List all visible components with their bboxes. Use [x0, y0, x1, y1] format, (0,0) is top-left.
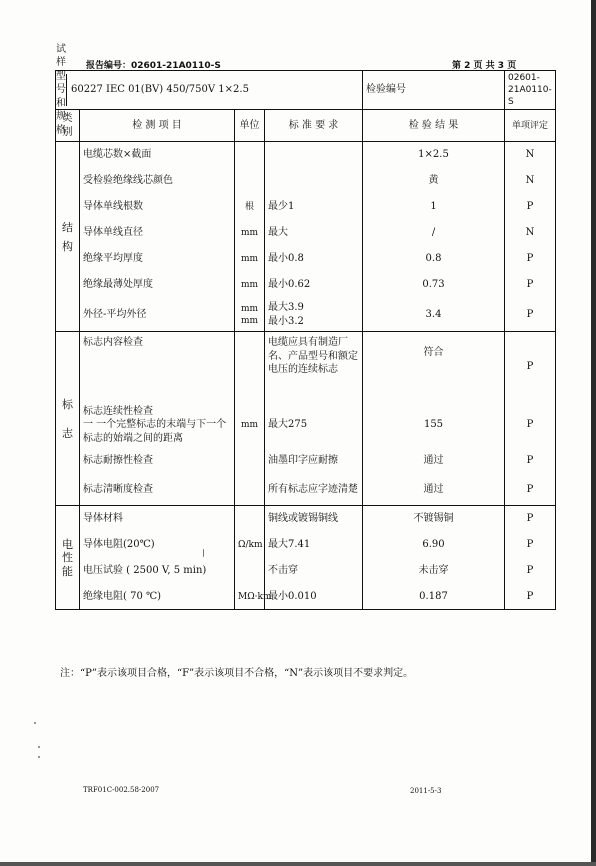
- judge-cell: N: [505, 142, 556, 168]
- item-cell: 绝缘平均厚度: [80, 246, 235, 272]
- footnote: 注：“P”表示该项目合格，“F”表示该项目不合格，“N”表示该项目不要求判定。: [60, 668, 414, 679]
- standard-cell: [265, 168, 363, 194]
- table-row: [56, 474, 556, 506]
- table-row: [56, 532, 556, 558]
- result-cell: 1: [363, 194, 505, 220]
- item-cell: 标志清晰度检查: [80, 474, 235, 506]
- sample-model-value: 60227 IEC 01(BV) 450/750V 1×2.5: [71, 84, 249, 96]
- judge-cell: P: [505, 532, 556, 558]
- unit-cell: [235, 168, 265, 194]
- judge-cell: P: [505, 298, 556, 332]
- judge-cell: P: [505, 332, 556, 402]
- judge-cell: P: [505, 246, 556, 272]
- table-row: [56, 272, 556, 298]
- judge-cell: P: [505, 506, 556, 532]
- item-cell: 导体单线根数: [80, 194, 235, 220]
- result-cell: 1×2.5: [363, 142, 505, 168]
- standard-cell: 所有标志应字迹清楚: [265, 474, 363, 506]
- standard-cell: 油墨印字应耐擦: [265, 448, 363, 474]
- standard-cell: 最大275: [265, 402, 363, 448]
- unit-cell: [235, 142, 265, 168]
- col-item: 检 测 项 目: [80, 110, 235, 142]
- item-cell: 受检验绝缘线芯颜色: [80, 168, 235, 194]
- unit-cell: [235, 448, 265, 474]
- unit-cell: [235, 332, 265, 402]
- table-row: [56, 448, 556, 474]
- col-standard: 标 准 要 求: [265, 110, 363, 142]
- report-number: 报告编号：02601-21A0110-S: [86, 61, 221, 71]
- issue-date: 2011-5-3: [410, 787, 442, 795]
- result-cell: 通过: [363, 474, 505, 506]
- col-judge: 单项评定: [505, 110, 556, 142]
- table-row: [56, 558, 556, 584]
- scan-speck: [203, 549, 204, 557]
- table-row: [56, 168, 556, 194]
- result-cell: 符合: [363, 332, 505, 402]
- table-row: [56, 332, 556, 402]
- judge-cell: P: [505, 474, 556, 506]
- unit-cell: [235, 506, 265, 532]
- judge-cell: P: [505, 584, 556, 610]
- standard-cell: [265, 142, 363, 168]
- scan-speck: [38, 756, 40, 758]
- result-cell: 黄: [363, 168, 505, 194]
- unit-cell: MΩ·km: [235, 584, 265, 610]
- standard-cell: 最大7.41: [265, 532, 363, 558]
- judge-cell: P: [505, 448, 556, 474]
- item-cell: 外径-平均外径: [80, 298, 235, 332]
- inspection-no-label: 检验编号: [363, 71, 505, 110]
- unit-cell: mm: [235, 246, 265, 272]
- result-cell: 0.73: [363, 272, 505, 298]
- scan-edge: [0, 862, 596, 866]
- item-cell: 电压试验 ( 2500 V, 5 min): [80, 558, 235, 584]
- sections-body: [56, 142, 556, 610]
- standard-cell: 最大3.9 最小3.2: [265, 298, 363, 332]
- unit-cell: [235, 474, 265, 506]
- unit-cell: [235, 558, 265, 584]
- standard-cell: 最小0.8: [265, 246, 363, 272]
- standard-cell: 不击穿: [265, 558, 363, 584]
- item-cell: 标志内容检查: [80, 332, 235, 402]
- section-category: 结 构: [56, 142, 80, 332]
- standard-cell: 铜线或镀锡铜线: [265, 506, 363, 532]
- standard-cell: 最小0.010: [265, 584, 363, 610]
- unit-cell: mm: [235, 220, 265, 246]
- judge-cell: N: [505, 220, 556, 246]
- unit-cell: mm mm: [235, 298, 265, 332]
- result-cell: 155: [363, 402, 505, 448]
- table-row: [56, 402, 556, 448]
- col-category: 类别: [56, 110, 80, 142]
- result-cell: 0.187: [363, 584, 505, 610]
- table-row: [56, 246, 556, 272]
- scan-speck: [34, 722, 36, 724]
- table-row: [56, 298, 556, 332]
- item-cell: 导体单线直径: [80, 220, 235, 246]
- item-cell: 导体材料: [80, 506, 235, 532]
- unit-cell: Ω/km: [235, 532, 265, 558]
- item-cell: 电缆芯数×截面: [80, 142, 235, 168]
- table-row: [56, 506, 556, 532]
- item-cell: 标志连续性检查 一 一个完整标志的末端与下一个标志的始端之间的距离: [80, 402, 235, 448]
- result-cell: 未击穿: [363, 558, 505, 584]
- result-cell: 6.90: [363, 532, 505, 558]
- standard-cell: 最大: [265, 220, 363, 246]
- result-cell: 3.4: [363, 298, 505, 332]
- table-row: [56, 142, 556, 168]
- table-row: [56, 220, 556, 246]
- standard-cell: 最小0.62: [265, 272, 363, 298]
- page-info: 第 2 页 共 3 页: [452, 61, 517, 71]
- section-category: 标 志: [56, 332, 80, 506]
- sample-info-row: [56, 71, 556, 110]
- column-header-row: [56, 110, 556, 142]
- result-cell: 不镀锡铜: [363, 506, 505, 532]
- unit-cell: mm: [235, 402, 265, 448]
- result-cell: 通过: [363, 448, 505, 474]
- result-cell: 0.8: [363, 246, 505, 272]
- standard-cell: 最少1: [265, 194, 363, 220]
- col-unit: 单位: [235, 110, 265, 142]
- judge-cell: N: [505, 168, 556, 194]
- table-row: [56, 194, 556, 220]
- form-code: TRF01C-002.58-2007: [83, 786, 160, 794]
- unit-cell: mm: [235, 272, 265, 298]
- standard-cell: 电缆应具有制造厂名、产品型号和额定电压的连续标志: [265, 332, 363, 402]
- section-category: 电 性 能: [56, 506, 80, 610]
- judge-cell: P: [505, 558, 556, 584]
- sample-model-label: 试样型号和规格: [56, 43, 66, 136]
- inspection-no-value: 02601-21A0110-S: [505, 71, 556, 110]
- col-result: 检 验 结 果: [363, 110, 505, 142]
- scan-edge: [591, 0, 596, 866]
- result-cell: /: [363, 220, 505, 246]
- item-cell: 绝缘电阻( 70 ℃): [80, 584, 235, 610]
- judge-cell: P: [505, 194, 556, 220]
- item-cell: 标志耐擦性检查: [80, 448, 235, 474]
- item-cell: 导体电阻(20℃): [80, 532, 235, 558]
- table-row: [56, 584, 556, 610]
- scan-speck: [38, 746, 40, 748]
- item-cell: 绝缘最薄处厚度: [80, 272, 235, 298]
- unit-cell: 根: [235, 194, 265, 220]
- judge-cell: P: [505, 272, 556, 298]
- judge-cell: P: [505, 402, 556, 448]
